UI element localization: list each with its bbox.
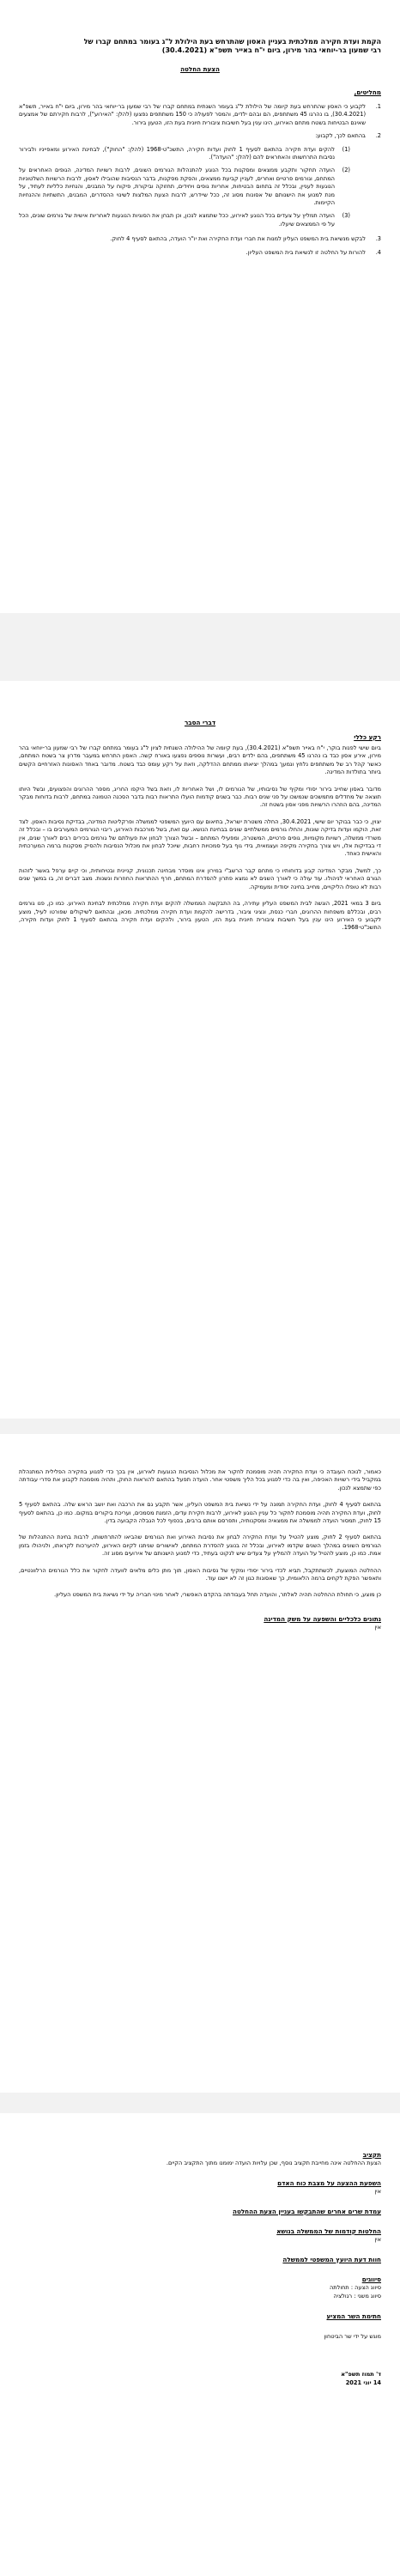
explanation-paragraph-8: בהתאם לסעיף 2 לחוק, מוצע להטיל על ועדת החקירה לבחון את נסיבות האירוע ואת הגורמים שהביאו להתרחשותו, לרבות בחינת ההתנהלות של הגורמים השונים במהלך השנים שקדמו לאירוע, ובכלל זה בנוגע להסדרת המתחם, לאישורים שניתנו לקיום האירוע, להיערכות לקראתו, ולניהולו בזמן אמת. כמו כן, מוצע להטיל על הועדה להמליץ על צעדים שיש לנקוט בעתיד, כדי למנוע הישנותם של אירועים מסוג זה. <box>19 1534 381 1558</box>
document-page-4 <box>0 2113 400 2576</box>
previous-decisions-label: החלטות קודמות של הממשלה בנושא <box>276 2227 381 2235</box>
resolution-subitem-3: (3) הועדה תמליץ על צעדים בכל הנוגע לאירוע, ככל שתמצא לנכון, וכן תבחן את הסוגיות הנוגעות לאחריות אישית של גורמים שונים, הכל על פי הממצאים שיעלו. <box>19 212 350 228</box>
resolution-subitem-1: (1) להקים ועדת חקירה בהתאם לסעיף 1 לחוק ועדות חקירה, התשכ"ט-1968 (להלן: "החוק"), לבחינת האירוע ומאפייניו ולבירור נסיבות התרחשותו והאחראים להם (להלן: "הועדה"). <box>19 145 350 161</box>
classification-primary: סיווג הצעה : תחולתה <box>329 2284 381 2291</box>
resolution-subitem-2: (2) הועדה תחקור ותקבע ממצאים ומסקנות בכל הנוגע להתנהלות הגורמים השונים, לרבות רשויות המדינה, הגופים האחראים על המתחם, וגורמים פרטיים ואחרים, לעניין קביעת ממצאים, והסקת מסקנות, בדבר הנסיבות שהובילו לאסון, לרבות הרשויות השלטוניות הנוגעות לעניין, ובכלל זה בתחום הבטיחות, אחריות גופים ויחידים, תחזוקה וביקורת, פיקוח על המבנים, והנחיות כלליות לעתיד, על מנת למנוע את הישנותם של אסונות מסוג זה, ככל שיידרש, לרבות הצעת המלצות לשינוי ההסדרים, המבנים, התשתיות וההנחיות הקיימות. <box>19 167 350 207</box>
budget-impact-value: אין <box>374 1623 381 1631</box>
background-label: רקע כללי <box>354 733 381 741</box>
document-page-1 <box>0 0 400 613</box>
resolution-item-2: 2. בהתאם לכך, לקבוע: <box>315 132 381 140</box>
classification-secondary: סיווג משני : רגולציה <box>333 2293 381 2300</box>
manpower-label: השפעת ההצעה על מצבת כוח האדם <box>277 2179 381 2187</box>
resolution-item-3: 3. לבקש מנשיאת בית המשפט העליון למנות את חברי ועדת החקירה ואת יו"ר הועדה, בהתאם לסעיף 4 לחוק. <box>110 235 381 243</box>
explanation-paragraph-1: ביום שישי לפנות בוקר, י"ח באייר תשפ"א (30.4.2021), בעת קיומה של ההילולה השנתית לציון ל"ג בעומר במתחם קברו של רבי שמעון בר-יוחאי בהר מירון, אירע אסון כבד בו נהרגו 45 משתתפים, בהם ילדים רבים, ועשרות נוספים נפצעו באורח קשה. האסון התרחש במעבר מדרון צר בשטח המתחם, כאשר קהל רב של משתתפים נלחץ ונמעך במהלך יציאתו ממתחם ההדלקה, וזאת על רקע עומס כבד בשטח. מדובר באחד האסונות האזרחיים הקשים ביותר בתולדות המדינה. <box>19 744 381 776</box>
explanation-paragraph-5: ביום 3 במאי 2021, הוגשה לבית המשפט העליון עתירה, בה התבקשה הממשלה להקים ועדת חקירה ממלכתית לבחינת האירוע. כמו כן, פנו גורמים רבים, ובכללם משפחות ההרוגים, חברי כנסת, ונציגי ציבור, בדרישה להקמת ועדת חקירה ממלכתית. מכאן, ובהתאם לשיקולים שפורטו לעיל, מוצע לקבוע כי האירוע הינו ענין בעל חשיבות ציבורית חיונית בעת הזו, הטעון בירור, ולהקים ועדת חקירה בהתאם לסעיף 1 לחוק ועדות חקירה, התשכ"ט-1968. <box>19 900 381 932</box>
explanation-paragraph-7: בהתאם לסעיף 4 לחוק, ועדת החקירה תמונה על ידי נשיאת בית המשפט העליון, אשר תקבע גם את הרכבה ואת יושב הראש שלה. בהתאם לסעיף 5 לחוק, ועדת החקירה תהיה מוסמכת לחקור כל עניין הנוגע לאירוע, לרבות חקירת עדים, הזמנת מסמכים, ועריכת ביקורים במקום. כמו כן, בהתאם לסעיף 15 לחוק, תמסור הועדה לממשלה את ממצאיה ומסקנותיה, ותפרסם אותם ברבים, בכפוף לכל הגבלה הקבועה בדין. <box>19 1501 381 1525</box>
budget-label: תקציב <box>362 2151 381 2159</box>
budget-impact-label: נתונים כלכליים והשפעה על משק המדינה <box>264 1614 381 1623</box>
previous-decisions-value: אין <box>374 2236 381 2243</box>
document-page-3 <box>0 1434 400 2093</box>
explanation-paragraph-2: מדובר באסון שחייב בירור יסודי ומקיף של נסיבותיו, של הגורמים לו, ושל האחריות לו, וזאת בשל היקפו החריג, מספר ההרוגים והפצועים, ובשל היותו תוצאה של מחדלים מתמשכים שנמשכו על פני שנים רבות. כבר בשנים קודמות הועלו התראות רבות בדבר הסכנה הטמונה במתחם, לרבות בדוחות מבקר המדינה, בהם הוזהרו הרשויות מפני אסון בשטח זה. <box>19 785 381 809</box>
decided-label: מחליטים, <box>354 88 381 96</box>
minister-signature-label: חתימת השר המציע <box>326 2312 381 2320</box>
attorney-general-label: חוות דעת היועץ המשפטי לממשלה <box>282 2256 381 2263</box>
explanation-paragraph-9: ההחלטה המוצעת, לכשתתקבל, תביא לכדי בירור יסודי ומקיף של נסיבות האסון, תוך מתן כלים מלאים לוועדה לחקור את כלל הגורמים הרלוונטיים, ותאפשר הפקת לקחים ברמה הלאומית, כך שאסונות כגון זה לא יישנו עוד. <box>19 1566 381 1583</box>
other-ministers-label: עמדת שרים אחרים שהתבקשו בעניין הצעת ההחלטה <box>233 2208 381 2215</box>
explanation-paragraph-3: יצוין, כי כבר בבוקר יום שישי, 30.4.2021, החלה משטרת ישראל, בתיאום עם היועץ המשפטי לממשלה ופרקליטות המדינה, בבדיקת נסיבות האסון. לצד זאת, הוקמו ועדות בדיקה שונות, והחלו גורמים ממשלתיים שונים בבחינת הנושא. עם זאת, בשל מורכבות האירוע, ריבוי הגורמים המעורבים בו – ובכלל זה משרדי ממשלה, רשויות מקומיות, גופים פרטיים, המשטרה, ומפעילי המתחם – ובשל הצורך לבחון את פעולתם של גורמים בכירים רבים לאורך שנים, אין די בבדיקות אלו, ויש צורך בחקירה מקיפה ועצמאית, בידי גוף בעל סמכויות רחבות, שיוכל לבחון את מכלול הנסיבות ולהסיק מסקנות ברמה המערכתית והאישית כאחד. <box>19 817 381 858</box>
document-title-line1: הקמת ועדת חקירה ממלכתית בעניין האסון שהתרחש בעת הילולת ל"ג בעומר במתחם קברו של <box>83 38 381 46</box>
document-page-2 <box>0 681 400 1419</box>
date-gregorian: 14 יוני 2021 <box>345 2379 381 2386</box>
explanatory-notes-title: דברי הסבר <box>184 719 216 726</box>
manpower-value: אין <box>374 2188 381 2195</box>
document-title-line2: רבי שמעון בר-יוחאי בהר מירון, ביום י"ח באייר תשפ"א (30.4.2021) <box>161 46 381 54</box>
explanation-paragraph-4: כך, למשל, מבקר המדינה קבע בדוחותיו כי מתחם קבר הרשב"י במירון אינו מוסדר מבחינה תכנונית, קניינית ובטיחותית, וכי קיים ערפל באשר לזהות הגורם האחראי לניהולו. עוד עולה כי לאורך השנים לא נמצא פתרון להסדרת המתחם, חרף ההתראות החוזרות ונשנות. מצב דברים זה, בו במשך שנים רבות לא טופלו הליקויים, מחייב בחינה יסודית ומעמיקה. <box>19 866 381 890</box>
budget-value: הצעת ההחלטה אינה מחייבת תקציב נוסף, שכן עלויות הועדה ימומנו מתוך התקציב הקיים. <box>166 2160 381 2166</box>
resolution-item-1: 1. לקבוע כי האסון שהתרחש בעת קיומה של הילולת ל"ג בעומר השנתית במתחם קברו של רבי שמעון בר-יוחאי בהר מירון, ביום י"ח באייר, תשפ"א (30.4.2021), בו נהרגו 45 משתתפים, הם ובהם ילדים, והמסר לפעולה כי 150 משתתפים נפצעו (להלן: "האירוע"), לרבות חקירתם של אמצעים שאינם הבטיחות בשטח מתחם האירוע, הינו ענין בעל חשיבות ציבורית חיונית בעת הזו, הטעון בירור. <box>19 103 381 126</box>
section-title: הצעת החלטה <box>180 65 220 73</box>
explanation-paragraph-10: כן מוצע, כי תחולת ההחלטה תהיה לאלתר, והועדה תחל בעבודתה בהקדם האפשרי, לאחר מינוי חבריה על ידי נשיאת בית המשפט העליון. <box>54 1591 381 1599</box>
resolution-item-4: 4. להורות על החלטה זו לנשיאת בית המשפט העליון. <box>245 248 381 256</box>
date-hebrew: ד' תמוז תשפ"א <box>341 2371 381 2378</box>
explanation-paragraph-6: כאמור, לנוכח העובדה כי ועדת החקירה תהיה מוסמכת לחקור את מכלול הנסיבות הנוגעות לאירוע, אין בכך כדי לפגוע בחקירה הפלילית המתנהלת במקביל בידי רשויות האכיפה, ואין בה כדי לפגוע בכל הליך משפטי אחר. הועדה תפעל בהתאם להוראות החוק, ותהיה מוסמכת לקבוע את סדרי עבודתה כפי שתמצא לנכון. <box>19 1468 381 1492</box>
submitted-by: מוגש על ידי שר הביטחון <box>324 2333 381 2340</box>
classifications-label: סיווגים <box>361 2275 381 2283</box>
